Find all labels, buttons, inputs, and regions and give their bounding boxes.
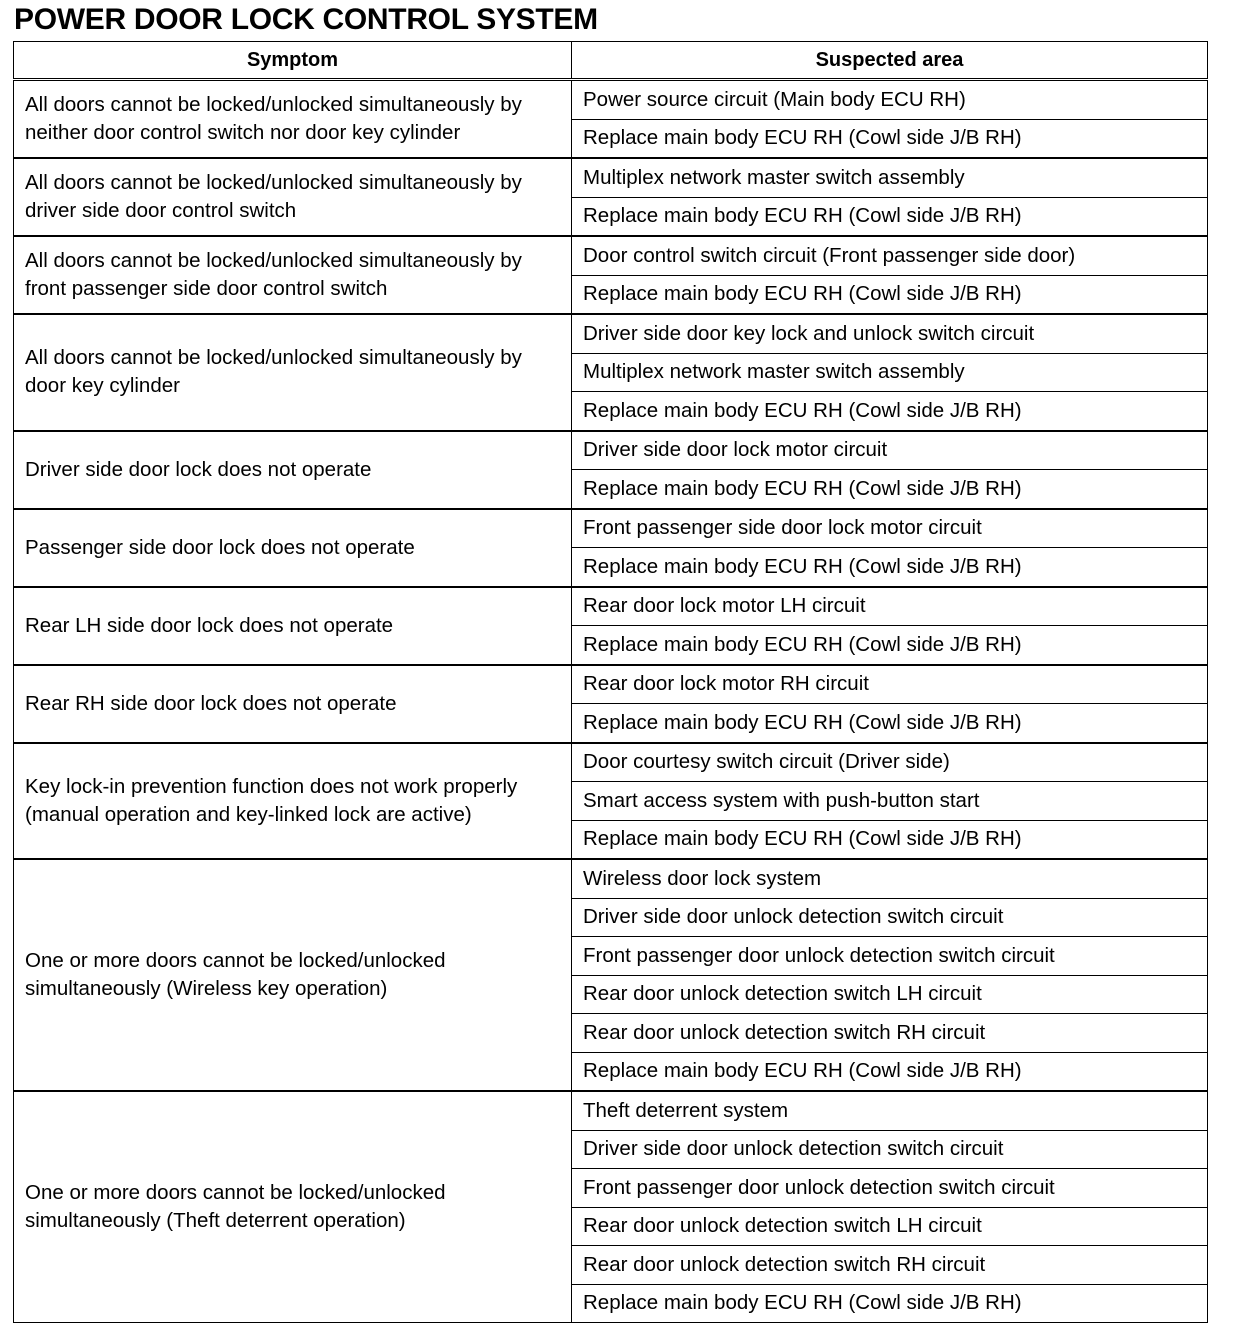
suspected-area-cell: Driver side door unlock detection switch circuit (572, 898, 1208, 937)
suspected-area-cell: Replace main body ECU RH (Cowl side J/B RH) (572, 820, 1208, 859)
symptom-cell: One or more doors cannot be locked/unlocked simultaneously (Wireless key operation) (14, 859, 572, 1091)
suspected-area-cell: Driver side door lock motor circuit (572, 431, 1208, 470)
suspected-area-cell: Driver side door unlock detection switch circuit (572, 1130, 1208, 1169)
suspected-area-cell: Replace main body ECU RH (Cowl side J/B RH) (572, 1284, 1208, 1323)
page-title: POWER DOOR LOCK CONTROL SYSTEM (14, 3, 598, 36)
symptom-cell: All doors cannot be locked/unlocked simultaneously by neither door control switch nor door key cylinder (14, 80, 572, 159)
suspected-area-cell: Theft deterrent system (572, 1091, 1208, 1130)
suspected-area-cell: Door control switch circuit (Front passenger side door) (572, 236, 1208, 275)
table-row (14, 743, 1208, 782)
table-row (14, 665, 1208, 704)
table-body (14, 80, 1208, 1323)
suspected-area-cell: Rear door unlock detection switch LH circuit (572, 1207, 1208, 1246)
table-row (14, 1091, 1208, 1130)
symptom-table (13, 41, 1208, 1323)
suspected-area-cell: Driver side door key lock and unlock switch circuit (572, 314, 1208, 353)
table-row (14, 236, 1208, 275)
table-row (14, 859, 1208, 898)
suspected-area-cell: Replace main body ECU RH (Cowl side J/B RH) (572, 119, 1208, 158)
table-header-row (14, 42, 1208, 80)
symptom-cell: All doors cannot be locked/unlocked simultaneously by driver side door control switch (14, 158, 572, 236)
suspected-area-cell: Replace main body ECU RH (Cowl side J/B RH) (572, 197, 1208, 236)
suspected-area-cell: Rear door unlock detection switch RH circuit (572, 1246, 1208, 1285)
table-row (14, 158, 1208, 197)
suspected-area-cell: Replace main body ECU RH (Cowl side J/B RH) (572, 470, 1208, 509)
symptom-cell: Rear LH side door lock does not operate (14, 587, 572, 665)
suspected-area-cell: Replace main body ECU RH (Cowl side J/B RH) (572, 626, 1208, 665)
table-row (14, 509, 1208, 548)
suspected-area-cell: Wireless door lock system (572, 859, 1208, 898)
symptom-cell: Rear RH side door lock does not operate (14, 665, 572, 743)
suspected-area-cell: Smart access system with push-button start (572, 782, 1208, 821)
table-row (14, 80, 1208, 120)
symptom-cell: Key lock-in prevention function does not work properly (manual operation and key-linked lock are active) (14, 743, 572, 860)
symptom-cell: All doors cannot be locked/unlocked simultaneously by door key cylinder (14, 314, 572, 431)
table-row (14, 314, 1208, 353)
suspected-area-cell: Front passenger door unlock detection switch circuit (572, 1169, 1208, 1208)
symptom-cell: Passenger side door lock does not operate (14, 509, 572, 587)
suspected-area-cell: Replace main body ECU RH (Cowl side J/B RH) (572, 1052, 1208, 1091)
table-row (14, 587, 1208, 626)
suspected-area-cell: Replace main body ECU RH (Cowl side J/B RH) (572, 275, 1208, 314)
symptom-cell: Driver side door lock does not operate (14, 431, 572, 509)
suspected-area-cell: Door courtesy switch circuit (Driver side) (572, 743, 1208, 782)
table-row (14, 431, 1208, 470)
suspected-area-cell: Power source circuit (Main body ECU RH) (572, 80, 1208, 120)
symptom-column-header: Symptom (14, 42, 572, 80)
suspected-area-cell: Rear door unlock detection switch LH circuit (572, 975, 1208, 1014)
suspected-area-cell: Rear door lock motor RH circuit (572, 665, 1208, 704)
suspected-area-cell: Replace main body ECU RH (Cowl side J/B RH) (572, 392, 1208, 431)
suspected-area-cell: Replace main body ECU RH (Cowl side J/B RH) (572, 704, 1208, 743)
suspected-area-cell: Rear door unlock detection switch RH circuit (572, 1014, 1208, 1053)
suspected-area-cell: Front passenger side door lock motor circuit (572, 509, 1208, 548)
symptom-cell: One or more doors cannot be locked/unlocked simultaneously (Theft deterrent operation) (14, 1091, 572, 1323)
suspected-area-cell: Rear door lock motor LH circuit (572, 587, 1208, 626)
suspected-area-column-header: Suspected area (572, 42, 1208, 80)
suspected-area-cell: Multiplex network master switch assembly (572, 158, 1208, 197)
symptom-cell: All doors cannot be locked/unlocked simultaneously by front passenger side door control switch (14, 236, 572, 314)
suspected-area-cell: Multiplex network master switch assembly (572, 353, 1208, 392)
suspected-area-cell: Replace main body ECU RH (Cowl side J/B RH) (572, 548, 1208, 587)
suspected-area-cell: Front passenger door unlock detection switch circuit (572, 937, 1208, 976)
